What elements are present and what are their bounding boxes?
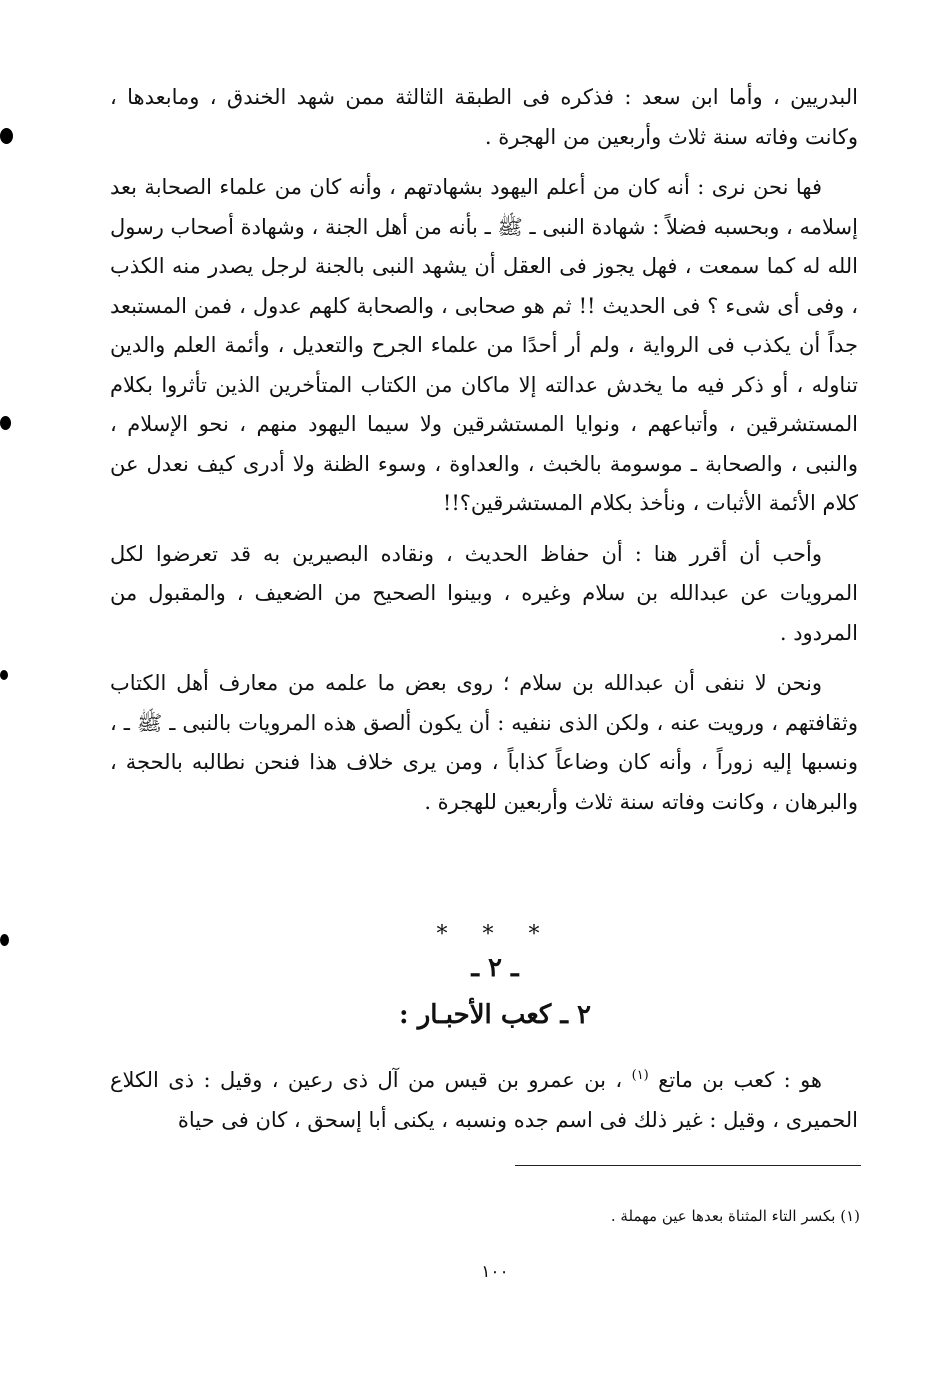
paragraph — [110, 1056, 858, 1140]
section-title: ٢ ـ كعب الأحبـار : — [399, 1000, 591, 1030]
paragraph: ونحن لا ننفى أن عبدالله بن سلام ؛ روى بعض ما علمه من معارف أهل الكتاب وثقافتهم ، ورويت عنه ، ولكن الذى ننفيه : أن يكون ألصق هذه المرويات بالنبى ـ ﷺ ـ ، ونسبها إليه زوراً ، وأنه كان وضاعاً كذاباً ، ومن يرى خلاف هذا فنحن نطالبه بالحجة ، والبرهان ، وكانت وفاته سنة ثلاث وأربعين للهجرة . — [110, 671, 858, 814]
main-text-top — [110, 78, 858, 833]
scan-edge-mark — [0, 128, 13, 144]
section-separator: * * * — [436, 922, 554, 947]
main-text-bottom — [110, 1056, 858, 1151]
paragraph-lead: هو : كعب بن ماتع — [658, 1068, 822, 1092]
footnote-reference: (١) — [631, 1068, 649, 1083]
page-number: ١٠٠ — [481, 1262, 509, 1282]
scan-edge-mark — [0, 670, 8, 680]
footnote: (١) بكسر التاء المثناة بعدها عين مهملة . — [610, 1207, 860, 1225]
paragraph: البدريين ، وأما ابن سعد : فذكره فى الطبقة الثالثة ممن شهد الخندق ، ومابعدها ، وكانت وفاته سنة ثلاث وأربعين من الهجرة . — [110, 85, 858, 149]
paragraph: فها نحن نرى : أنه كان من أعلم اليهود بشهادتهم ، وأنه كان من علماء الصحابة بعد إسلامه ، وبحسبه فضلاً : شهادة النبى ـ ﷺ ـ بأنه من أهل الجنة ، وشهادة أصحاب رسول الله له كما سمعت ، فهل يجوز فى العقل أن يشهد النبى بالجنة لرجل يصدر منه الكذب ، وفى أى شىء ؟ فى الحديث !! ثم هو صحابى ، والصحابة كلهم عدول ، فمن المستبعد جداً أن يكذب فى الرواية ، ولم أر أحدًا من علماء الجرح والتعديل ، وأئمة العلم والدين تناوله ، أو ذكر فيه ما يخدش عدالته إلا ماكان من الكتاب المتأخرين الذين تأثروا بكلام المستشرقين ، وأتباعهم ، ونوايا المستشرقين ولا سيما اليهود منهم ، نحو الإسلام ، والنبى ، والصحابة ـ موسومة بالخبث ، والعداوة ، وسوء الظنة ولا أدرى كيف نعدل عن كلام الأئمة الأثبات ، ونأخذ بكلام المستشرقين؟!! — [110, 175, 858, 515]
paragraph: وأحب أن أقرر هنا : أن حفاظ الحديث ، ونقاده البصيرين به قد تعرضوا لكل المرويات عن عبدالله بن سلام وغيره ، وبينوا الصحيح من الضعيف ، والمقبول من المردود . — [110, 541, 858, 645]
section-number: ـ ٢ ـ — [471, 953, 519, 983]
scan-edge-mark — [0, 416, 11, 430]
footnote-divider — [515, 1165, 861, 1166]
paragraph-rest: ، بن عمرو بن قيس من آل ذى رعين ، وقيل : ذى الكلاع الحميرى ، وقيل : غير ذلك فى اسم جده ونسبه ، يكنى أبا إسحق ، كان فى حياة — [110, 1068, 858, 1132]
